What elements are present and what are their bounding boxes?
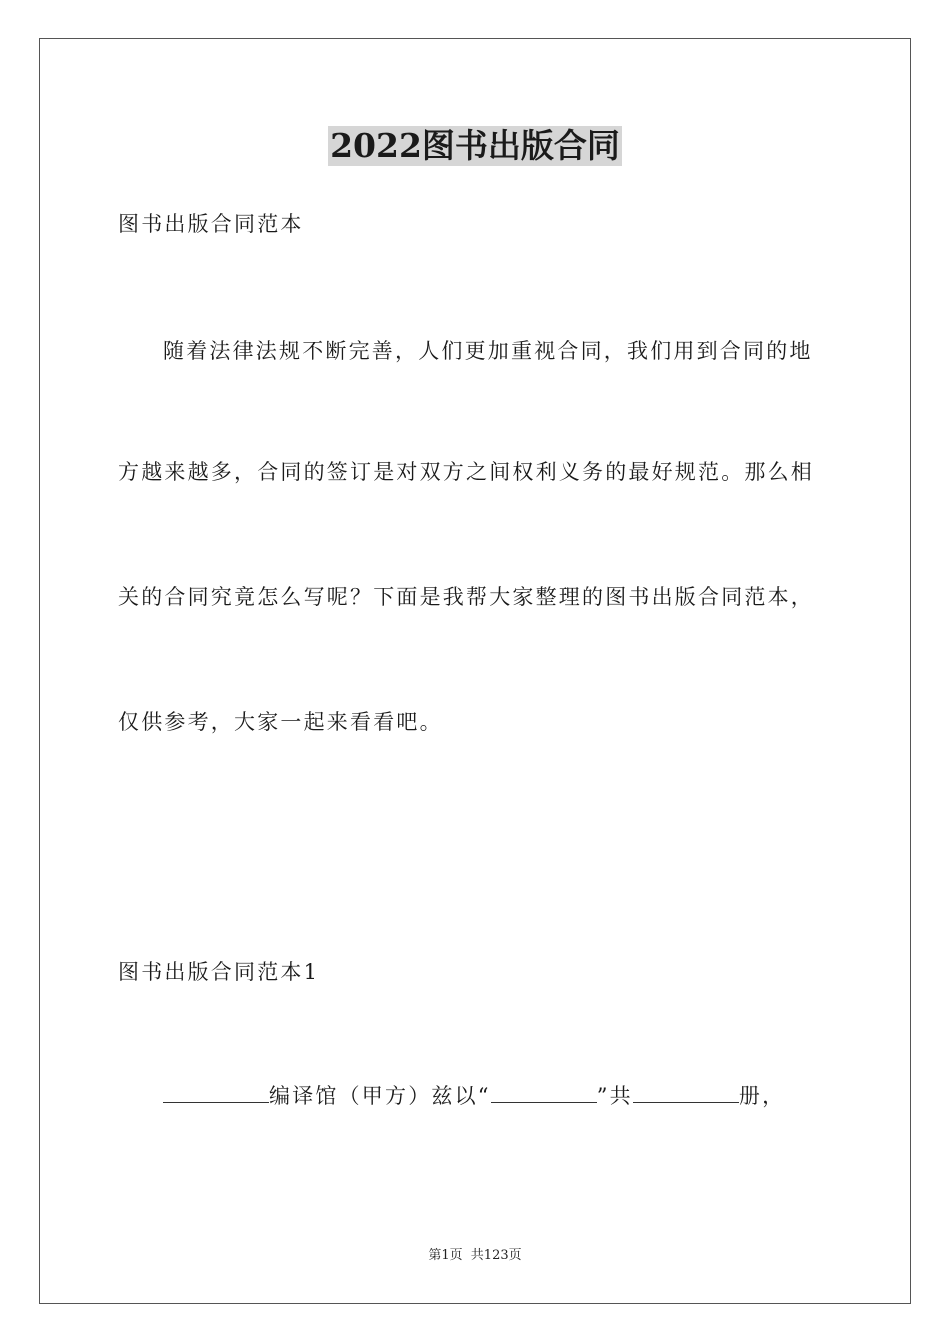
document-subtitle: 图书出版合同范本	[118, 212, 304, 236]
section-heading: 图书出版合同范本1	[118, 960, 320, 984]
intro-line-1: 随着法律法规不断完善，人们更加重视合同，我们用到合同的地	[163, 339, 813, 363]
page-number: 第1页	[428, 1248, 463, 1263]
page-total: 共123页	[470, 1248, 522, 1263]
page-footer	[0, 1246, 950, 1266]
clause-part-3: 册，	[738, 1084, 786, 1108]
intro-line-2: 方越来越多，合同的签订是对双方之间权利义务的最好规范。那么相	[118, 460, 814, 484]
clause-line	[163, 1081, 785, 1111]
blank-field-book-title[interactable]	[491, 1082, 597, 1103]
intro-line-4: 仅供参考，大家一起来看看吧。	[118, 710, 443, 734]
title-container	[0, 126, 950, 166]
blank-field-publisher[interactable]	[163, 1082, 269, 1103]
intro-line-3: 关的合同究竟怎么写呢？下面是我帮大家整理的图书出版合同范本，	[118, 585, 814, 609]
clause-part-1: 编译馆（甲方）兹以“	[269, 1084, 491, 1108]
document-title: 2022图书出版合同	[330, 126, 620, 165]
blank-field-volume-count[interactable]	[633, 1082, 739, 1103]
clause-part-2: ”共	[596, 1084, 633, 1108]
